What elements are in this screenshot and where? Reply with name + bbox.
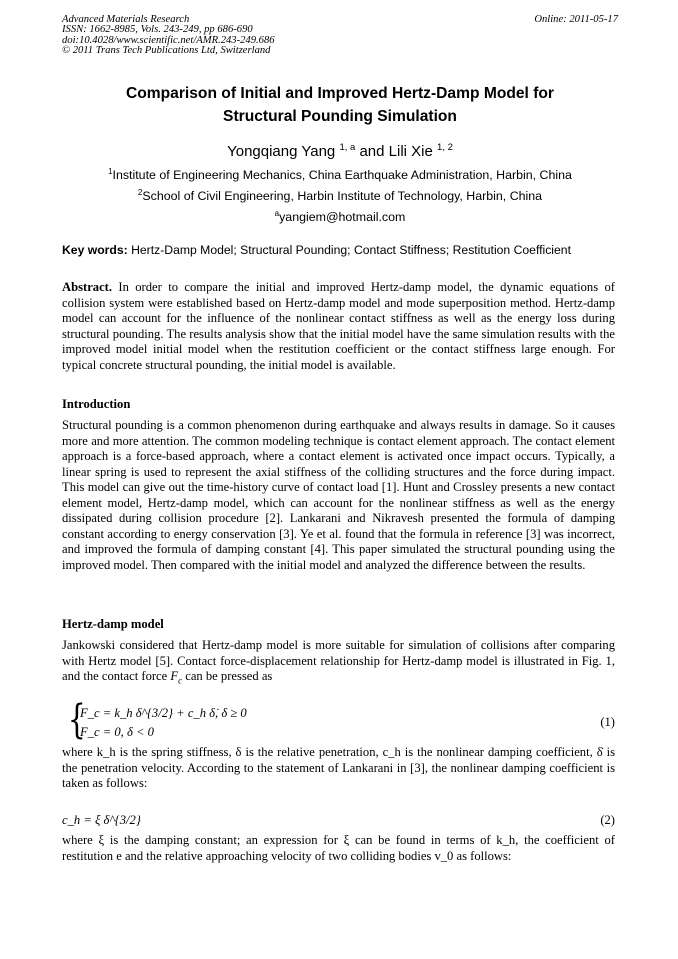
issn-line: ISSN: 1662-8985, Vols. 243-249, pp 686-690 (62, 24, 253, 36)
hertz-paragraph-1-text: Jankowski considered that Hertz-damp model is more suitable for simulation of collisions after comparing with Hertz model [5]. Contact force-displacement relationship for Hertz-damp model is illustrated in Fig. 1, and the contact force (62, 638, 615, 683)
title-line-2: Structural Pounding Simulation (223, 108, 457, 125)
email-line (62, 206, 618, 225)
affiliation-1 (62, 164, 618, 183)
hertz-paragraph-2: where k_h is the spring stiffness, δ is the relative penetration, c_h is the nonlinear damping coefficient, δ̇ is the penetration velocity. According to the statement of Lankarani in [3], the nonlinear damping coefficient is taken as follows: (62, 745, 615, 790)
online-date: Online: 2011-05-17 (534, 14, 618, 25)
equation-1-line-2: F_c = 0, δ < 0 (80, 725, 154, 739)
abstract-label: Abstract. (62, 280, 113, 294)
author-1: Yongqiang Yang (227, 143, 336, 160)
email-marker: a (274, 209, 280, 218)
author-conjunction: and (355, 143, 389, 160)
introduction-paragraph: Structural pounding is a common phenomenon during earthquake and always results in damage. So it causes more and more attention. The common modeling technique is contact element approach. The contact element approach is a force-based approach, where a contact element is activated once impact occurs. Typically, a linear spring is used to represent the axial stiffness of the colliding structures and the force during impact. This model can give out the time-history curve of contact load [1]. Hunt and Crossley presents a new contact element model, Hertz-damp model, which can account for the nonlinear stiffness as well as the energy dissipated during collision procedure [2]. Lankarani and Nikravesh presented the formula of damping constant according to energy conservation [3]. Ye et al. found that the formula in reference [3] was incorrect, and improved the formula of damping constant [4]. This paper simulated the structural pounding using the improved model. Then compared with the initial model and analyzed the difference between the results. (62, 418, 615, 572)
equation-1-number: (1) (600, 715, 615, 729)
hertz-paragraph-1 (62, 638, 615, 689)
hertz-paragraph-3: where ξ is the damping constant; an expression for ξ can be found in terms of k_h, the coefficient of restitution e and the relative approaching velocity of two colliding bodies v_0 as follows: (62, 833, 615, 863)
affiliation-1-marker: 1 (108, 167, 113, 176)
force-symbol: F (170, 669, 179, 683)
equation-2 (62, 813, 615, 831)
author-2-superscript: 1, 2 (437, 142, 453, 153)
journal-header (62, 15, 618, 57)
equation-brace: { (67, 697, 86, 743)
keywords-label: Key words: (62, 243, 128, 257)
affiliation-1-text: Institute of Engineering Mechanics, China Earthquake Administration, Harbin, China (112, 168, 572, 182)
equation-2-number: (2) (600, 813, 615, 827)
author-line (62, 138, 618, 162)
affiliation-2-marker: 2 (137, 188, 143, 197)
copyright-line: © 2011 Trans Tech Publications Ltd, Switzerland (62, 45, 271, 57)
paper-title (62, 82, 618, 128)
author-1-superscript: 1, a (339, 142, 356, 153)
introduction-heading: Introduction (62, 397, 131, 411)
title-line-1: Comparison of Initial and Improved Hertz-Damp Model for (126, 85, 554, 102)
hertz-damp-heading: Hertz-damp model (62, 617, 164, 631)
affiliation-2-text: School of Civil Engineering, Harbin Institute of Technology, Harbin, China (142, 189, 543, 203)
keywords-text: Hertz-Damp Model; Structural Pounding; Contact Stiffness; Restitution Coefficient (127, 243, 571, 257)
journal-name: Advanced Materials Research (62, 14, 190, 25)
force-subscript: c (178, 675, 183, 686)
equation-1-line-1: F_c = k_h δ^{3/2} + c_h δ̇, δ ≥ 0 (80, 706, 247, 720)
hertz-paragraph-1-end: can be pressed as (182, 669, 273, 683)
author-2: Lili Xie (388, 143, 433, 160)
abstract-paragraph (62, 280, 615, 373)
keywords (62, 242, 618, 258)
abstract-text: In order to compare the initial and improved Hertz-damp model, the dynamic equations of collision system were established based on Hertz-damp model and mode superposition method. Hertz-damp model can account for the influence of the nonlinear contact stiffness as well as the energy loss during structural pounding. The results analysis show that the initial model have the same simulation results with the improved model initial model when the restitution coefficient or the contact stiffness large enough. For typical concrete structural pounding, the initial model is available. (62, 280, 615, 372)
equation-2-body: c_h = ξ δ^{3/2} (62, 813, 141, 827)
email-address: yangiem@hotmail.com (279, 210, 406, 224)
doi-line: doi:10.4028/www.scientific.net/AMR.243-249.686 (62, 34, 275, 46)
affiliation-2 (62, 185, 618, 204)
equation-1 (62, 697, 615, 744)
